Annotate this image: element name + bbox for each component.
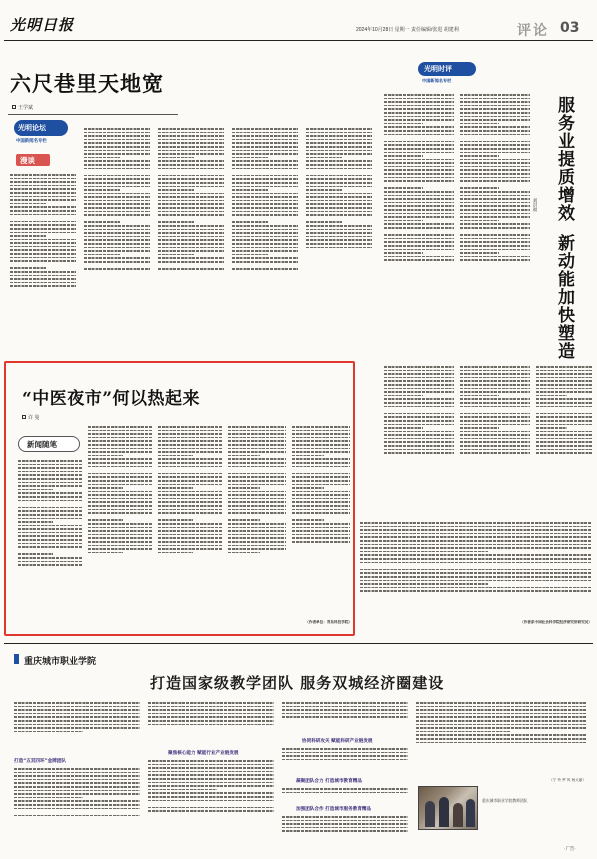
ad-text-col4 (416, 700, 586, 778)
article1-author-note (306, 326, 376, 356)
commentary-tag: 光明时评 (424, 65, 452, 73)
ad-text-col3c (282, 786, 408, 802)
news-essay-tag-box (18, 436, 80, 452)
ad-text-col3b (282, 746, 408, 772)
article2-col5 (292, 424, 350, 614)
article1-col5 (306, 126, 372, 318)
ad-text-col1 (14, 766, 140, 846)
article3-col2 (460, 92, 530, 356)
commentary-badge (418, 62, 488, 88)
ad-headline: 打造国家级教学团队 服务双城经济圈建设 (150, 674, 445, 692)
ad-subhead-2: 聚焦核心能力 赋能行业产业链发展 (168, 751, 239, 756)
ad-text-col2a (148, 700, 274, 744)
article1-col4 (232, 126, 298, 352)
article3-title-part2: 新动能加快塑造 (554, 234, 574, 360)
mini-tag: 漫谈 (20, 156, 35, 165)
section-name: 评论 (517, 23, 549, 39)
article1-byline: 王学斌 (12, 104, 33, 111)
article2-title: “中医夜市”何以热起来 (22, 389, 201, 409)
ad-school-name: 重庆城市职业学院 (24, 657, 97, 667)
forum-sub: 中国新闻名专栏 (16, 139, 47, 144)
article3-col4 (460, 364, 530, 514)
article1-title-rule (8, 114, 178, 115)
article3-author-note: （作者系中国社会科学院经济研究所研究员） (520, 620, 592, 624)
article3-byline: 刘洪福 (533, 198, 538, 212)
ad-signoff: （宁 玲 罗 风 杨大丽） (549, 778, 586, 782)
ad-text-col3a (282, 700, 408, 732)
ad-subhead-5: 加强团队合作 打造城市服务教育精品 (296, 807, 372, 812)
article2-col4 (228, 424, 286, 628)
article2-author-note: （作者单位：青岛科技学院） (305, 620, 352, 624)
forum-badge (14, 120, 70, 150)
mini-tag-box (16, 154, 50, 166)
page-number: 03 (560, 20, 580, 36)
ad-text-col3d (282, 814, 408, 846)
article1-col2 (84, 126, 150, 352)
forum-tag: 光明论坛 (18, 124, 46, 132)
article3-bottom-text (360, 520, 592, 632)
news-essay-tag: 新闻随笔 (27, 440, 57, 449)
commentary-sub: 中国新闻名专栏 (422, 78, 452, 83)
ad-subhead-1: 打造“五双四环”金牌团队 (14, 759, 66, 764)
article1-col3 (158, 126, 224, 352)
article3-title-part1: 服务业提质增效 (554, 96, 574, 222)
article2-col1 (18, 458, 82, 628)
article1-col1 (10, 172, 76, 352)
issue-date-line: 2024年10月28日 星期一 责任编辑/张进 胡建利 (356, 27, 459, 33)
article3-col5 (536, 364, 592, 514)
ad-top-rule (4, 643, 593, 644)
ad-text-col2b (148, 758, 274, 846)
ad-subhead-4: 凝聚团队合力 打造城市教育精品 (296, 779, 362, 784)
ad-subhead-3: 协同科研攻关 赋能科研产业链发展 (302, 739, 373, 744)
ad-footer-label: ·广告· (564, 846, 576, 851)
article2-col2 (88, 424, 152, 628)
ad-intro-col1 (14, 700, 140, 752)
header-rule (4, 40, 593, 41)
article3-col1 (384, 92, 454, 356)
article2-col3 (158, 424, 222, 628)
article1-title: 六尺巷里天地宽 (10, 71, 164, 96)
article3-col3 (384, 364, 454, 514)
ad-photo-caption: 重庆城市职业学院教师团队 (482, 798, 528, 803)
ad-photo (418, 786, 478, 830)
article2-byline: 许 曼 (22, 414, 39, 421)
ad-school-marker (14, 654, 19, 664)
newspaper-logo: 光明日报 (10, 16, 75, 34)
